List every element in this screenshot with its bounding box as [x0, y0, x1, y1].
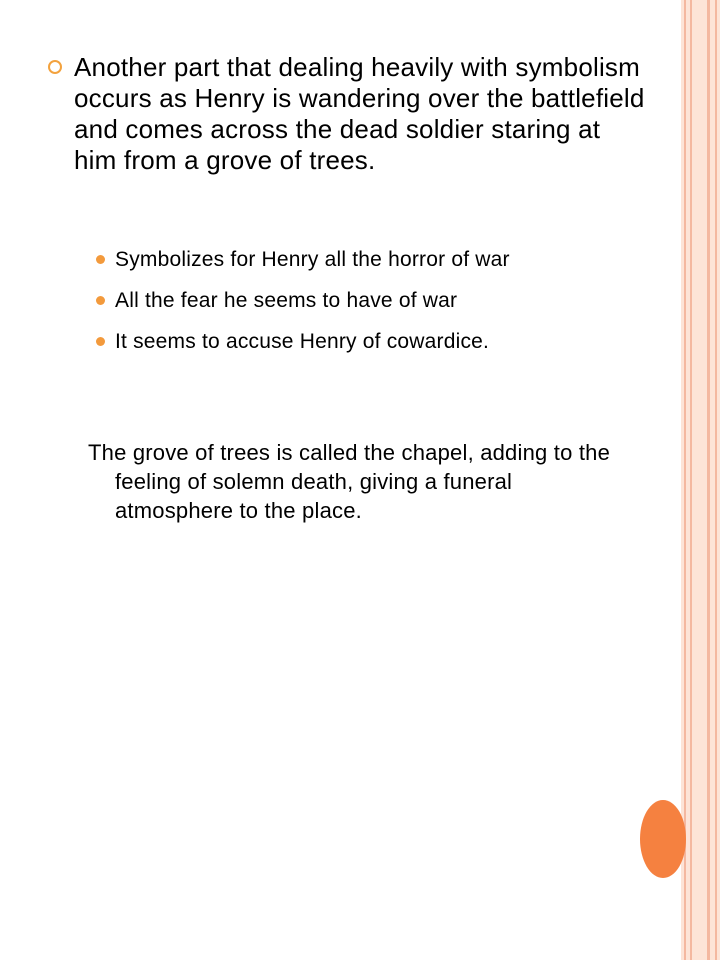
sub-bullet: [96, 287, 636, 314]
border-line: [715, 0, 717, 960]
sub-bullet: [96, 246, 636, 273]
orange-oval-decoration: [640, 800, 686, 878]
dot-bullet-icon: [96, 296, 105, 305]
sub-bullet-text: Symbolizes for Henry all the horror of war: [115, 248, 510, 271]
dot-bullet-icon: [96, 255, 105, 264]
border-line: [690, 0, 692, 960]
border-line: [684, 0, 686, 960]
sub-bullet: [96, 328, 636, 355]
main-bullet: [48, 52, 648, 176]
ring-bullet-icon: [48, 60, 62, 74]
main-bullet-text: Another part that dealing heavily with symbolism occurs as Henry is wandering over the battlefield and comes across the dead soldier staring at him from a grove of trees.: [74, 52, 645, 175]
dot-bullet-icon: [96, 337, 105, 346]
border-line: [707, 0, 710, 960]
sub-bullet-list: [96, 246, 636, 369]
sub-bullet-text: All the fear he seems to have of war: [115, 289, 458, 312]
sub-bullet-text: It seems to accuse Henry of cowardice.: [115, 330, 490, 353]
body-paragraph: The grove of trees is called the chapel, adding to the feeling of solemn death, giving a funeral atmosphere to the place.: [88, 440, 611, 523]
